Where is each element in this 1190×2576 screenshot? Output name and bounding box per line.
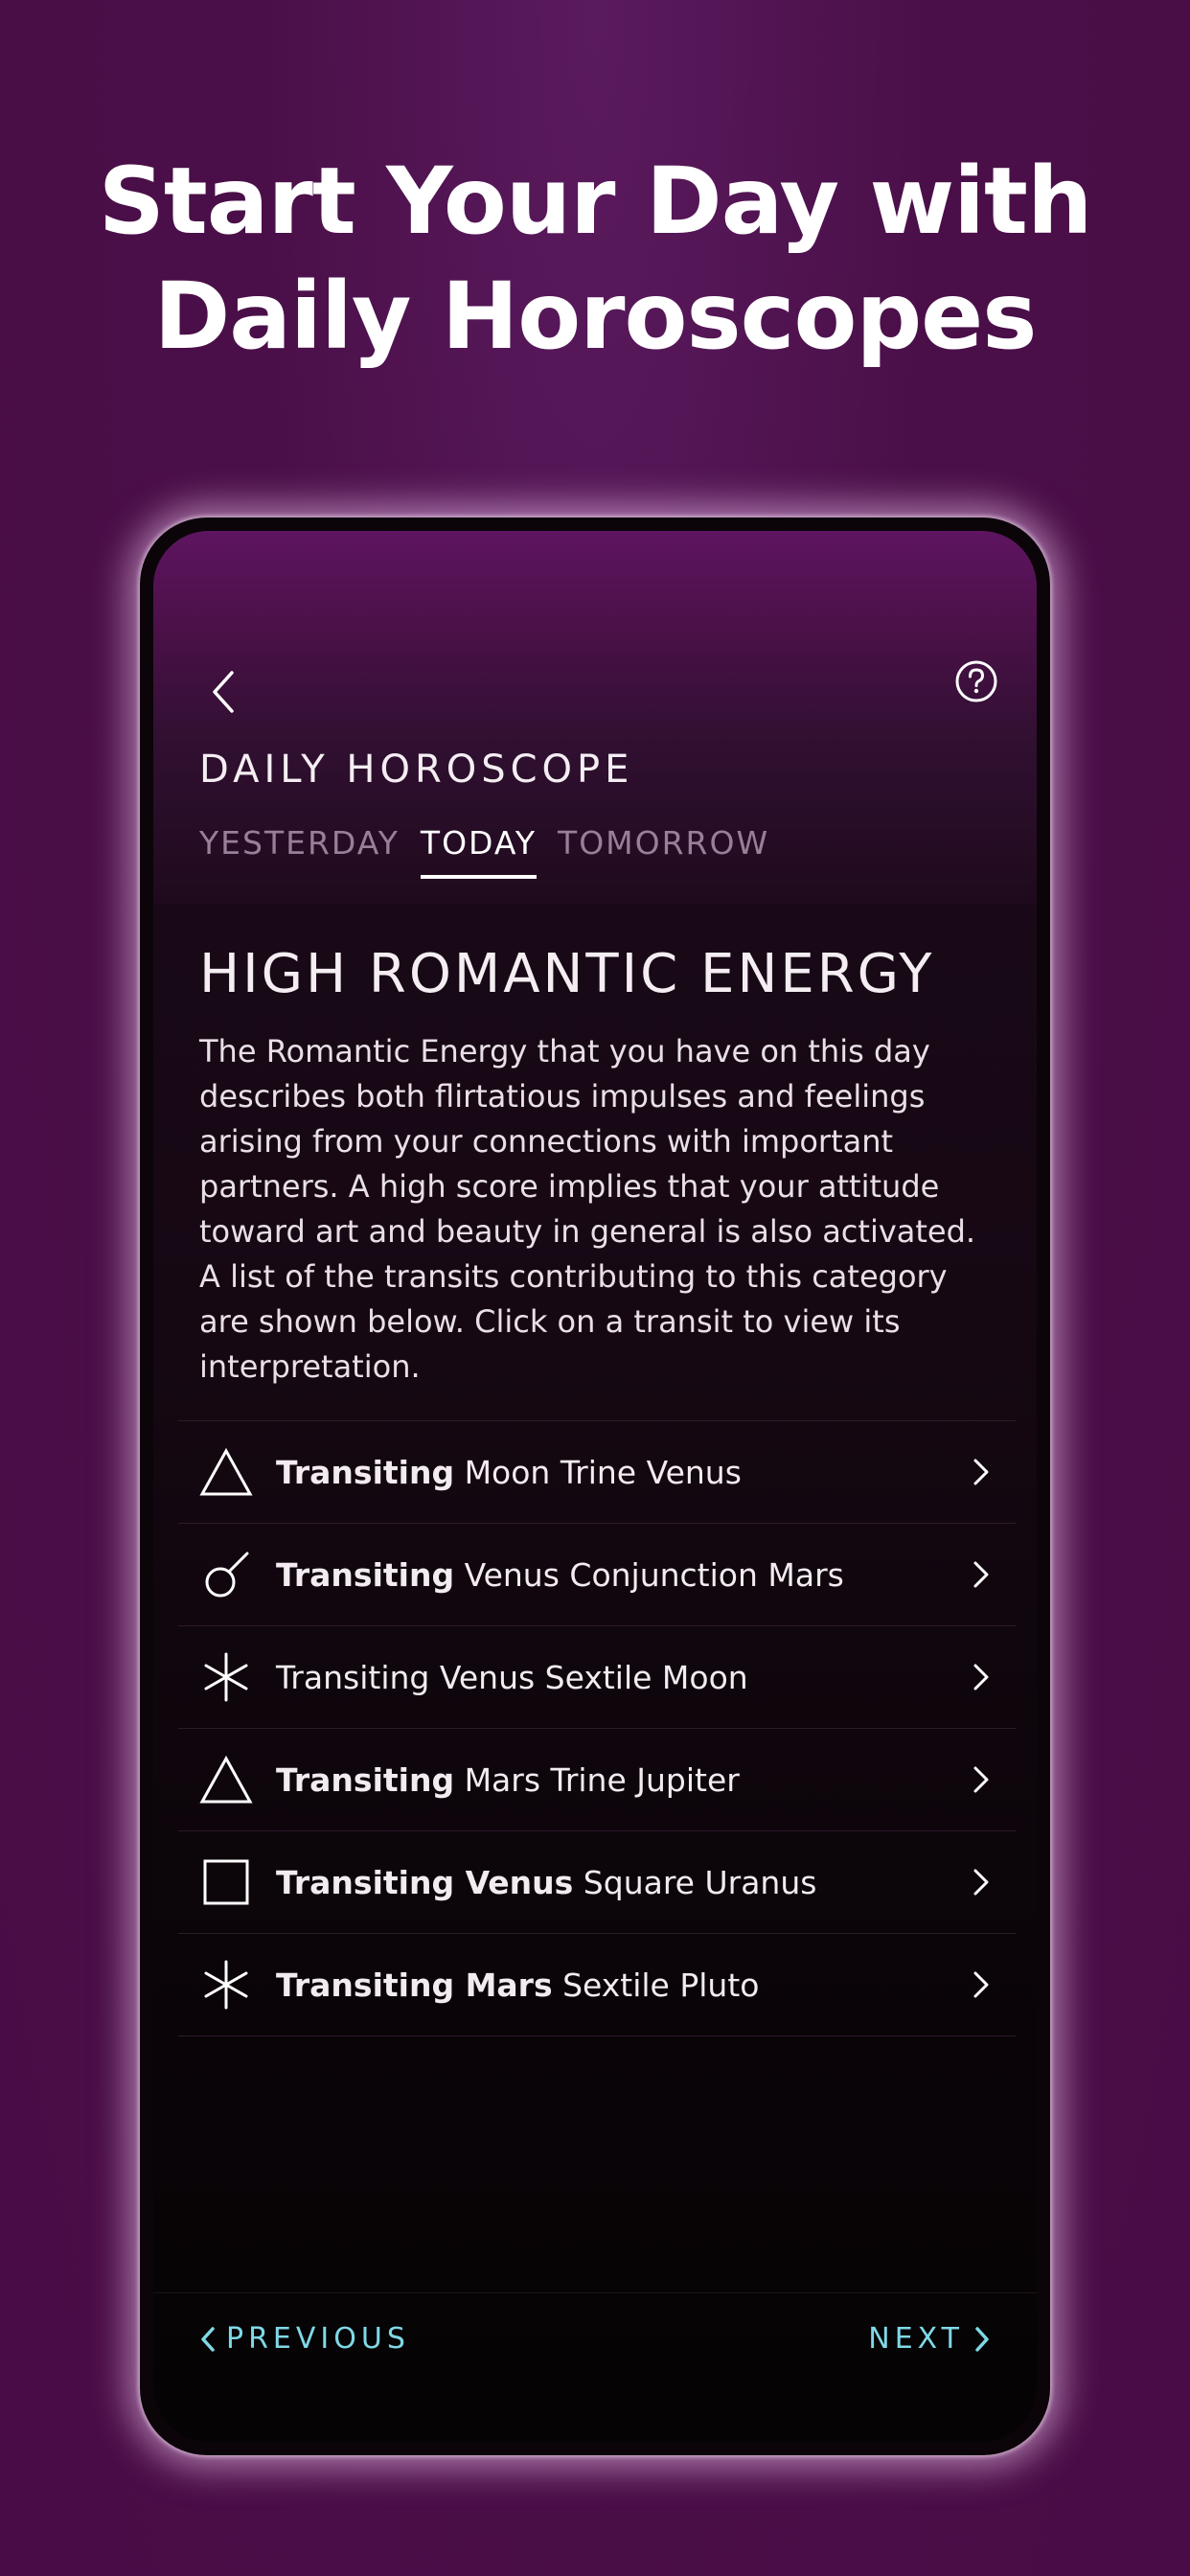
chevron-right-icon — [966, 1555, 995, 1594]
next-button[interactable] — [868, 2322, 991, 2356]
transit-label-bold: Transiting — [276, 1453, 455, 1491]
chevron-right-icon — [966, 1453, 995, 1491]
transit-label-rest: Venus Conjunction Mars — [454, 1555, 844, 1594]
transit-label-rest: Moon Trine Venus — [454, 1453, 742, 1491]
chevron-right-icon — [973, 2325, 991, 2354]
category-description: The Romantic Energy that you have on this day describes both flirtatious impulses and feelings arising from your connections with important partners. A high score implies that your attitude toward art and beauty in general is also activated. A list of the transits contributing to this category are shown below. Click on a transit to view its interpretation. — [199, 1033, 976, 1385]
phone-frame — [140, 518, 1050, 2455]
transit-label — [276, 1556, 966, 1594]
screen-title: DAILY HOROSCOPE — [199, 748, 634, 792]
chevron-right-icon — [966, 1966, 995, 2004]
transit-label-rest: Transiting Venus Sextile Moon — [276, 1658, 748, 1696]
transit-row[interactable] — [178, 1626, 1016, 1729]
chevron-right-icon — [966, 1658, 995, 1696]
app-screen — [153, 531, 1037, 2442]
question-circle-icon — [954, 659, 998, 703]
sextile-icon — [197, 1956, 255, 2013]
transit-label-rest: Square Uranus — [573, 1863, 817, 1901]
transit-label — [276, 1864, 966, 1901]
tab-yesterday[interactable]: YESTERDAY — [199, 824, 400, 862]
headline-line-1: Start Your Day with — [98, 148, 1092, 255]
transit-row[interactable] — [178, 1421, 1016, 1524]
trine-icon — [197, 1751, 255, 1808]
transit-row[interactable] — [178, 1831, 1016, 1934]
headline — [0, 144, 1190, 374]
transit-row[interactable] — [178, 1729, 1016, 1831]
previous-button[interactable] — [199, 2322, 410, 2356]
transit-label-rest: Sextile Pluto — [552, 1966, 760, 2004]
headline-line-2: Daily Horoscopes — [153, 263, 1037, 370]
conjunction-icon — [197, 1546, 255, 1603]
transit-list — [178, 1420, 1016, 2036]
transit-row[interactable] — [178, 1934, 1016, 2036]
transit-label-bold: Transiting Venus — [276, 1863, 574, 1901]
trine-icon — [197, 1443, 255, 1501]
chevron-right-icon — [966, 1863, 995, 1901]
chevron-left-icon — [199, 2325, 217, 2354]
chevron-left-icon — [203, 665, 245, 719]
transit-label-bold: Transiting — [276, 1555, 455, 1594]
transit-label — [276, 1966, 966, 2004]
transit-label-rest: Mars Trine Jupiter — [454, 1760, 740, 1799]
tab-today[interactable]: TODAY — [421, 824, 537, 879]
square-icon — [197, 1853, 255, 1911]
chevron-right-icon — [966, 1760, 995, 1799]
sextile-icon — [197, 1648, 255, 1706]
day-tabs — [199, 824, 769, 879]
transit-row[interactable] — [178, 1524, 1016, 1626]
previous-label: PREVIOUS — [226, 2322, 410, 2356]
back-button[interactable] — [203, 665, 245, 719]
transit-label-bold: Transiting Mars — [276, 1966, 553, 2004]
bottom-nav-bar — [153, 2292, 1037, 2442]
section-title: HIGH ROMANTIC ENERGY — [199, 943, 935, 1005]
transit-label — [276, 1454, 966, 1491]
next-label: NEXT — [868, 2322, 964, 2356]
tab-tomorrow[interactable]: TOMORROW — [558, 824, 770, 862]
transit-label — [276, 1761, 966, 1799]
transit-label-bold: Transiting — [276, 1760, 455, 1799]
help-button[interactable] — [954, 659, 998, 703]
transit-label — [276, 1659, 966, 1696]
